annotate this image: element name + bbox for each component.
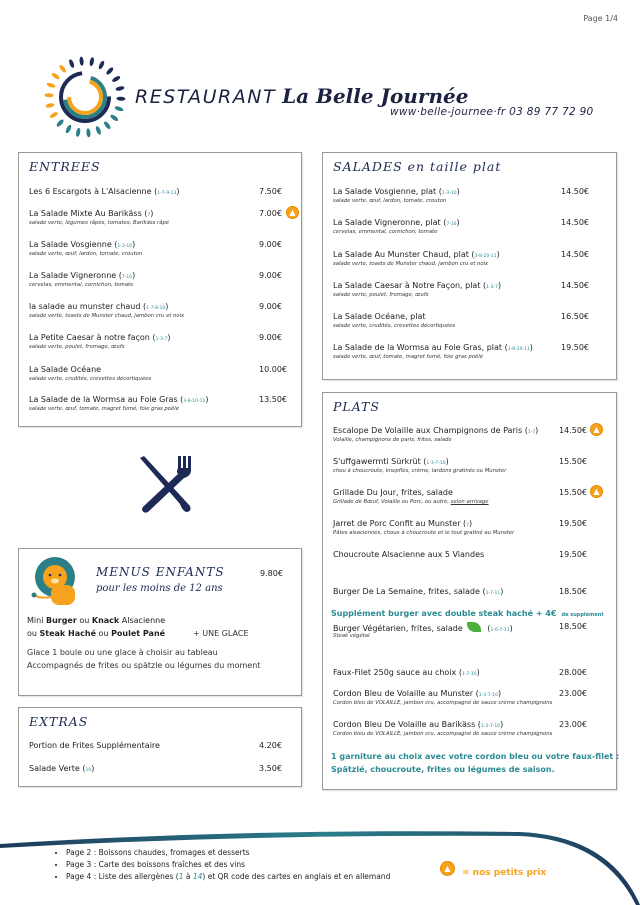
sun-ray (114, 105, 124, 112)
menu-item (29, 271, 291, 295)
item-name-text: Faux-Filet 250g sauce au choix (333, 668, 457, 677)
item-name-text: Cordon Bleu de Volaille au Munster (333, 689, 474, 698)
sun-ray (49, 111, 59, 119)
salades-title: SALADES en taille plat (333, 159, 502, 174)
description-text: salade verte, toasts de Munster chaud, jambon cru et noix (333, 261, 489, 267)
description-text: salade verte, œuf, tomate, magret fumé, foie gras poêlé (29, 406, 179, 412)
thumbs-up-icon: ▲ (590, 485, 603, 498)
menu-item-name (29, 209, 291, 218)
menu-item-name (29, 302, 291, 311)
plats-title: PLATS (333, 399, 380, 414)
allergen-codes: ( 3-8-10-11 ) (471, 254, 499, 259)
sun-ray (46, 82, 56, 89)
menu-item (333, 587, 606, 611)
menu-item-description (29, 313, 184, 319)
text: ou (76, 616, 92, 625)
allergen-codes: ( 1-7-11 ) (482, 591, 503, 596)
sun-ray (98, 60, 106, 70)
menu-item (333, 457, 606, 481)
allergen-codes: ( 7 ) (463, 523, 472, 528)
item-name-text: La Salade Mixte Au Barikäss (29, 209, 142, 218)
page-index-item (66, 872, 390, 881)
menu-item-price: 4.20€ (259, 741, 282, 750)
menu-item-name (29, 365, 291, 374)
menu-item (29, 395, 291, 419)
allergen-codes: ( 1-7 ) (525, 430, 539, 435)
restaurant-title (135, 84, 468, 108)
cutlery-icon (134, 454, 196, 516)
item-name-text: Cordon Bleu De Volaille au Barikäss (333, 720, 476, 729)
menu-item (29, 302, 291, 326)
description-text: cervelas, emmental, cornichon, tomate (333, 229, 438, 235)
text: Mini (27, 616, 46, 625)
item-name-text: Les 6 Escargots à L'Alsacienne (29, 187, 152, 196)
allergen-codes: ( 3-8-10-11 ) (505, 347, 533, 352)
page-index-item: • Page 3 : Carte des boissons fraîches et des vins (66, 860, 390, 869)
allergen-end: 14 (192, 872, 203, 881)
legend-petits-prix: = nos petits prix (462, 868, 547, 878)
text: ou (27, 629, 40, 638)
menu-item (333, 312, 606, 336)
menu-item (333, 218, 606, 242)
menu-item-name (29, 741, 291, 750)
item-name-text: La Salade Caesar à Notre Façon, plat (333, 281, 481, 290)
menu-item-description (333, 292, 429, 298)
allergen-codes: ( 7-10 ) (119, 275, 135, 280)
kids-choice-steak: Steak Haché (39, 629, 96, 638)
menu-item-price: 18.50€ (559, 587, 587, 596)
allergen-codes: ( 1-3-7-10 ) (423, 461, 448, 466)
menus-enfants-title: MENUS ENFANTS (96, 565, 225, 579)
allergen-codes: ( 1-7-10 ) (459, 672, 480, 677)
description-text: Volaille, champignons de paris, frites, salade (333, 437, 452, 443)
sun-ray (116, 97, 125, 101)
sun-ray (95, 126, 102, 136)
menu-item-description (29, 220, 169, 226)
menu-item (333, 622, 606, 646)
menu-item (333, 550, 606, 574)
description-text: salade verte, poulet, fromage, œufs (29, 344, 125, 350)
description-text: Pâtes alsaciennes, choux à choucroute et le tout gratiné au Munster (333, 530, 515, 536)
extras-section (18, 707, 302, 787)
kids-line-3: Glace 1 boule ou une glace à choisir au tableau (27, 648, 218, 657)
page-number: Page 1/4 (583, 14, 618, 23)
menu-item-price: 7.50€ (259, 187, 282, 196)
allergen-codes: ( 1-7-8-10 ) (143, 306, 168, 311)
menu-item-price: 23.00€ (559, 689, 587, 698)
item-name-text: Burger Végétarien, frites, salade (333, 624, 463, 633)
sun-ray (105, 66, 114, 75)
sun-logo-icon (42, 56, 128, 138)
menu-item-price: 9.00€ (259, 240, 282, 249)
menu-item (29, 365, 291, 389)
restaurant-name: La Belle Journée (282, 84, 469, 108)
menu-item-description (29, 282, 133, 288)
menu-item-price: 18.50€ (559, 622, 587, 631)
kids-line-4: Accompagnés de frites ou spätzle ou légumes du moment (27, 661, 261, 670)
description-text: salade verte, poulet, fromage, œufs (333, 292, 429, 298)
menu-item-price: 9.00€ (259, 271, 282, 280)
sun-ray (51, 72, 61, 80)
thumbs-up-icon: ▲ (590, 423, 603, 436)
menu-item-price: 10.00€ (259, 365, 287, 374)
menu-item (333, 250, 606, 274)
menu-item-price: 14.50€ (559, 426, 587, 435)
item-name-text: Burger De La Semaine, frites, salade (333, 587, 480, 596)
item-name-text: La Salade Vosgienne, plat (333, 187, 437, 196)
kids-choice-knack: Knack (91, 616, 120, 625)
sun-ray (65, 124, 73, 134)
menu-item (333, 281, 606, 305)
menu-item-description (333, 633, 370, 639)
menu-item-name (29, 395, 291, 404)
sun-ray (44, 93, 53, 97)
allergen-codes: ( 1-3-7-10 ) (476, 693, 501, 698)
page-index-item: • Page 2 : Boissons chaudes, fromages et desserts (66, 848, 390, 857)
text: Alsacienne (119, 616, 166, 625)
sun-ray (111, 75, 121, 83)
restaurant-prefix: RESTAURANT (135, 86, 277, 108)
description-text: Cordon bleu de VOLAILLE, jambon cru, accompagné de sauce crème champignons (333, 700, 553, 706)
item-name-text: Jarret de Porc Confit au Munster (333, 519, 461, 528)
menu-item-description (333, 468, 506, 474)
menu-item-name (29, 187, 291, 196)
menus-enfants-section (18, 548, 302, 696)
supplement-small: de supplément (561, 612, 604, 618)
menu-item-description (29, 344, 125, 350)
allergen-codes: ( 1-3-10 ) (439, 191, 460, 196)
menu-item-price: 23.00€ (559, 720, 587, 729)
menu-item-price: 28.00€ (559, 668, 587, 677)
item-name-text: S'uffgawermti Sürkrüt (333, 457, 421, 466)
menu-item (333, 519, 606, 543)
menu-item (29, 240, 291, 264)
description-underlined: selon arrivage (450, 499, 489, 505)
menu-item-description (333, 354, 483, 360)
description-text: Cordon bleu de VOLAILLE, jambon cru, accompagné de sauce crème champignons (333, 731, 553, 737)
item-name-text: La Salade Vigneronne (29, 271, 117, 280)
allergen-codes: ( 10 ) (82, 768, 94, 773)
item-name-text: La Petite Caesar à notre façon (29, 333, 150, 342)
menu-item-price: 15.50€ (559, 457, 587, 466)
item-name-text: La Salade Océane (29, 365, 102, 374)
menu-item-price: 19.50€ (559, 519, 587, 528)
menu-item-price: 13.50€ (259, 395, 287, 404)
item-name-text: Escalope De Volaille aux Champignons de Paris (333, 426, 523, 435)
item-name-text: La Salade Vosgienne (29, 240, 112, 249)
item-name-text: La Salade de la Wormsa au Foie Gras, plat (333, 343, 503, 352)
text: ou (96, 629, 112, 638)
description-text: chou à choucroute, knepflés, crème, lardons gratinés ou Munster (333, 468, 507, 474)
item-name-text: La Salade Vigneronne, plat (333, 218, 441, 227)
sun-ray (115, 86, 125, 92)
menu-item-price: 14.50€ (561, 187, 589, 196)
garniture-note-2: Spätzlé, choucroute, frites ou légumes de saison. (331, 765, 555, 774)
allergen-start: 1 (178, 872, 184, 881)
menu-item-price: 9.00€ (259, 333, 282, 342)
allergen-codes: ( 1-3-7-10 ) (478, 724, 503, 729)
kids-choice-burger: Burger (45, 616, 77, 625)
menu-item (333, 488, 606, 512)
item-name-text: La Salade Au Munster Chaud, plat (333, 250, 469, 259)
page-index-list (48, 848, 390, 884)
contact-line: www·belle-journee·fr 03 89 77 72 90 (390, 106, 594, 118)
allergen-codes: ( 1-3-7 ) (483, 285, 501, 290)
description-text: Grillade de Bœuf, Volaille ou Porc, ou autre, (333, 499, 451, 505)
allergen-codes: ( 7-10 ) (443, 222, 459, 227)
menu-item (29, 333, 291, 357)
menu-item (29, 764, 291, 788)
allergen-codes: ( 1-3-7 ) (152, 337, 170, 342)
sun-swirl (69, 81, 101, 113)
menu-item-description (333, 323, 455, 329)
menu-item-price: 19.50€ (561, 343, 589, 352)
description-text: salade verte, œuf, tomate, magret fumé, foie gras poêlé (333, 354, 483, 360)
menu-item-price: 14.50€ (561, 250, 589, 259)
menu-item (333, 343, 606, 367)
item-name-text: la salade au munster chaud (29, 302, 141, 311)
menu-item-description (333, 700, 552, 706)
sun-ray (109, 114, 119, 122)
sun-ray (45, 102, 55, 108)
menu-item-description (29, 251, 142, 257)
kids-line-1 (27, 616, 165, 625)
menu-item-description (333, 229, 437, 235)
vegetarian-leaf-icon (467, 622, 481, 632)
menu-item-description (333, 261, 488, 267)
item-name-text: La Salade de la Wormsa au Foie Gras (29, 395, 178, 404)
description-text: salade verte, œuf, lardon, tomate, crouton (333, 198, 447, 204)
menu-item-description (333, 530, 514, 536)
menu-item-description (333, 437, 452, 443)
thumbs-up-icon: ▲ (286, 206, 299, 219)
menu-item (29, 741, 291, 765)
description-text: salade verte, toasts de Munster chaud, jambon cru et noix (29, 313, 185, 319)
menu-item-description (333, 198, 446, 204)
menu-item-description (333, 731, 552, 737)
menus-enfants-price: 9.80€ (260, 569, 283, 578)
item-name-text: Salade Verte (29, 764, 80, 773)
description-text: salade verte, légumes râpés, tomates, Barikäss râpé (29, 220, 170, 226)
menu-item (29, 187, 291, 211)
sun-ray (103, 121, 112, 131)
menus-enfants-subtitle: pour les moins de 12 ans (96, 583, 223, 594)
garniture-note-1: 1 garniture au choix avec votre cordon bleu ou votre faux-filet : (331, 752, 620, 761)
menu-item-price: 3.50€ (259, 764, 282, 773)
menu-item-name (29, 240, 291, 249)
description-text: salade verte, œuf, lardon, tomate, crouton (29, 251, 143, 257)
menu-item-price: 7.00€ (259, 209, 282, 218)
menu-item-price: 9.00€ (259, 302, 282, 311)
menu-item-price: 15.50€ (559, 488, 587, 497)
description-text: salade verte, crudités, crevettes décortiquées (29, 376, 152, 382)
plats-section (322, 392, 620, 790)
allergen-codes: ( 7 ) (144, 213, 153, 218)
sun-ray (58, 64, 67, 74)
allergen-codes: ( 1-3-10 ) (114, 244, 135, 249)
supplement-text: Supplément burger avec double steak haché + 4€ (331, 609, 557, 618)
sun-ray (86, 128, 91, 137)
item-name-text: La Salade Océane, plat (333, 312, 426, 321)
kids-glace: + UNE GLACE (193, 629, 249, 638)
menu-item (333, 187, 606, 211)
text: à (183, 872, 193, 881)
description-text: salade verte, crudités, crevettes décortiquées (333, 323, 456, 329)
lion-icon (29, 555, 85, 607)
menu-item-price: 14.50€ (561, 218, 589, 227)
salades-section (322, 152, 617, 380)
text: ) et QR code des cartes en anglais et en allemand (202, 872, 391, 881)
menu-item (333, 426, 606, 450)
description-text: cervelas, emmental, cornichon, tomate (29, 282, 134, 288)
menu-item (29, 208, 296, 233)
menu-item-description (29, 406, 179, 412)
menu-item-name (29, 271, 291, 280)
menu-item-description (29, 376, 151, 382)
extras-title: EXTRAS (29, 714, 89, 729)
sun-ray (56, 118, 65, 127)
menu-item-price: 14.50€ (561, 281, 589, 290)
menu-item-name (29, 764, 291, 773)
menu-item (333, 689, 606, 713)
item-name-text: Choucroute Alsacienne aux 5 Viandes (333, 550, 485, 559)
sun-ray (79, 56, 84, 65)
allergen-codes: ( 3-8-10-11 ) (180, 399, 208, 404)
allergen-codes: ( 1-6-7-11 ) (487, 628, 512, 633)
description-text: Steak végétal (333, 633, 370, 639)
kids-line-2 (27, 629, 165, 638)
menu-item (333, 720, 606, 744)
menu-item-price: 16.50€ (561, 312, 589, 321)
entrees-section (18, 152, 302, 427)
entrees-title: ENTREES (29, 159, 101, 174)
allergen-codes: ( 1-7-9-13 ) (154, 191, 179, 196)
kids-choice-poulet: Poulet Pané (111, 629, 166, 638)
sun-ray (89, 57, 95, 67)
menu-item-price: 19.50€ (559, 550, 587, 559)
sun-ray (68, 59, 75, 69)
menu-item-name (29, 333, 291, 342)
item-name-text: Portion de Frites Supplémentaire (29, 741, 160, 750)
text: Page 4 : Liste des allergènes ( (66, 872, 179, 881)
item-name-text: Grillade Du Jour, frites, salade (333, 488, 453, 497)
thumbs-up-icon: ▲ (440, 861, 455, 876)
menu-item-description (333, 499, 489, 505)
sun-ray (75, 128, 81, 138)
